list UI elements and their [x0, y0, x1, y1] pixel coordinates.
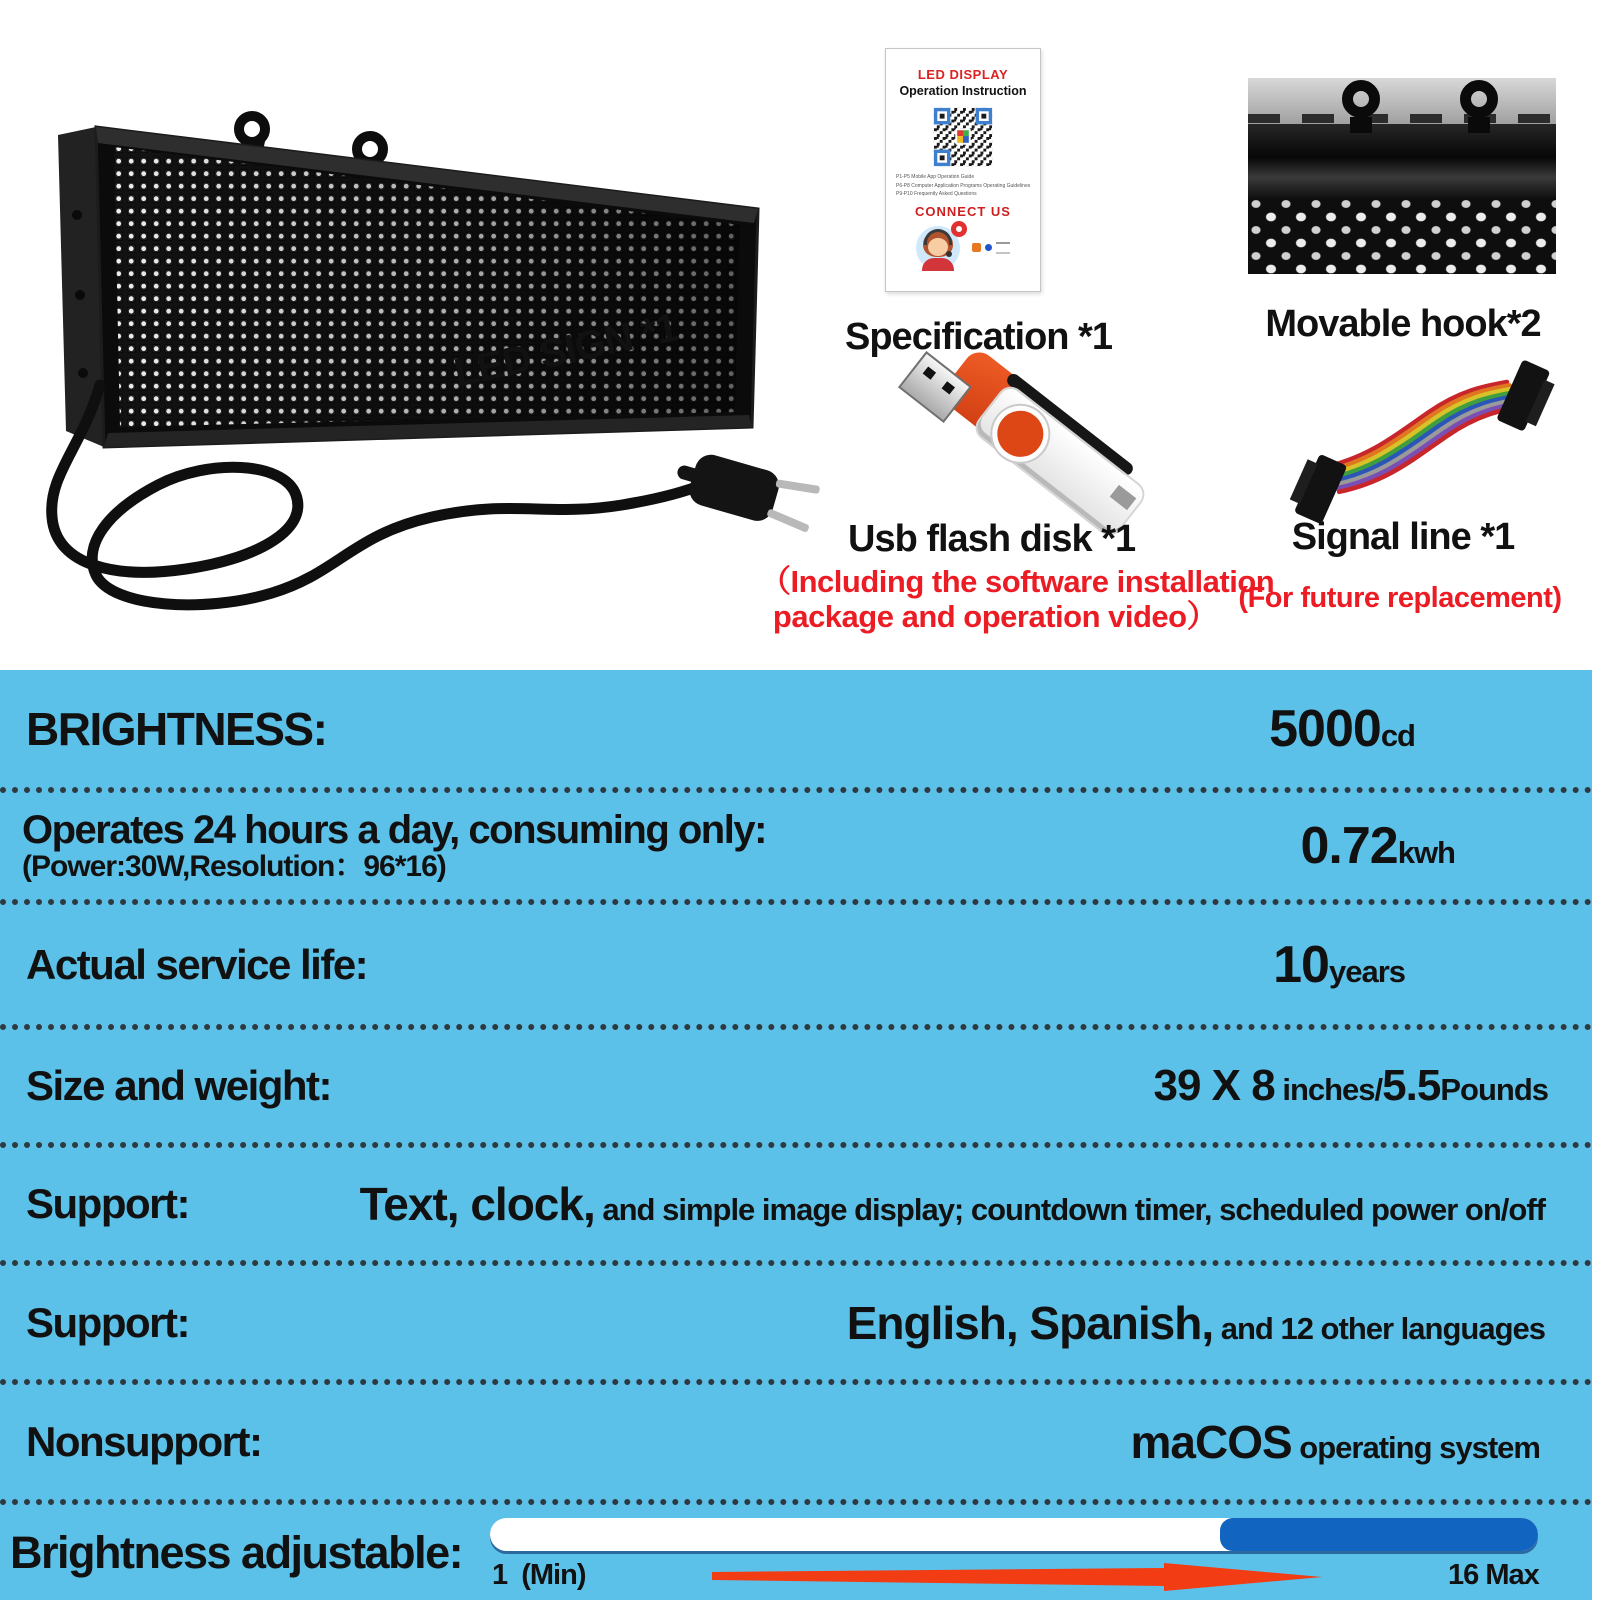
slider-min-label: 1 (Min): [492, 1559, 586, 1591]
brightness-slider: [490, 1518, 1538, 1551]
text-lines-icon: [996, 242, 1010, 254]
chat-bubble-icon: [951, 221, 967, 237]
row-value: 39 X 8 inches/5.5Pounds: [1153, 1061, 1548, 1110]
specification-booklet: [885, 48, 1041, 292]
booklet-title: LED DISPLAY: [917, 67, 1009, 82]
spec-row-brightness: [0, 670, 1592, 793]
hook-ring-icon: [1342, 80, 1380, 118]
row-label: BRIGHTNESS:: [26, 702, 327, 755]
dot-icon: [985, 244, 992, 251]
toc-line: P1-P5 Mobile App Operation Guide: [896, 174, 975, 180]
led-sign-photo: [0, 55, 860, 645]
brightness-slider-fill: [1220, 1518, 1538, 1551]
row-value: English, Spanish, and 12 other languages: [846, 1296, 1545, 1349]
usb-label: Usb flash disk *1: [848, 518, 1136, 560]
app-icon: [972, 243, 981, 252]
led-sign-label: LED SIGN *1: [450, 305, 682, 396]
row-value: 0.72kwh: [1300, 817, 1455, 875]
row-value: maCOS operating system: [1130, 1416, 1540, 1468]
package-contents-section: [0, 0, 1600, 670]
row-label: Support:: [26, 1180, 189, 1227]
spec-row-size-weight: [0, 1030, 1592, 1148]
specification-label: Specification *1: [845, 316, 1112, 358]
row-value: 5000cd: [1269, 699, 1415, 758]
usb-flash-disk-photo: [880, 352, 1140, 527]
spec-row-support-display: [0, 1148, 1592, 1266]
booklet-toc: [886, 173, 1040, 199]
slider-max-label: 16 Max: [1448, 1559, 1539, 1591]
toc-line: P9-P10 Frequently Asked Questions: [896, 191, 977, 197]
row-label: Size and weight:: [26, 1062, 332, 1109]
signal-line-label: Signal line *1: [1291, 516, 1515, 558]
row-value: 10years: [1273, 935, 1405, 994]
row-label: Brightness adjustable:: [10, 1527, 463, 1578]
qr-center-logo: [955, 128, 971, 144]
spec-row-brightness-adjustable: [0, 1505, 1592, 1600]
row-value: Text, clock, and simple image display; countdown timer, scheduled power on/off: [359, 1178, 1545, 1230]
support-agent-avatar: [916, 226, 960, 270]
signal-line-note: (For future replacement): [1238, 582, 1562, 614]
movable-hook-photo: [1248, 78, 1556, 274]
row-label: Actual service life:: [26, 940, 368, 988]
spec-row-nonsupport: [0, 1385, 1592, 1505]
row-label: Support:: [26, 1298, 189, 1346]
booklet-connect-us: CONNECT US: [915, 203, 1011, 219]
spec-row-consumption: [0, 793, 1592, 905]
spec-table: [0, 670, 1592, 1600]
contact-icons: [972, 242, 1010, 254]
spec-row-service-life: [0, 905, 1592, 1030]
booklet-subtitle: Operation Instruction: [899, 84, 1027, 98]
usb-note: （Including the software installation package and operation video）: [760, 564, 1275, 634]
spec-row-support-language: [0, 1266, 1592, 1385]
movable-hook-label: Movable hook*2: [1265, 303, 1541, 345]
hook-ring-icon: [1460, 80, 1498, 118]
qr-code-icon: [931, 105, 995, 169]
toc-line: P6-P8 Computer Application Programs Operating Guidelines: [896, 182, 1031, 189]
row-label: Operates 24 hours a day, consuming only: (Power:30W,Resolution：96*16): [22, 808, 766, 884]
power-plug: [670, 447, 821, 536]
booklet-footer: [886, 226, 1040, 270]
range-arrow-icon: [712, 1563, 1324, 1591]
row-label: Nonsupport:: [26, 1418, 262, 1465]
signal-line-photo: [1290, 348, 1560, 538]
